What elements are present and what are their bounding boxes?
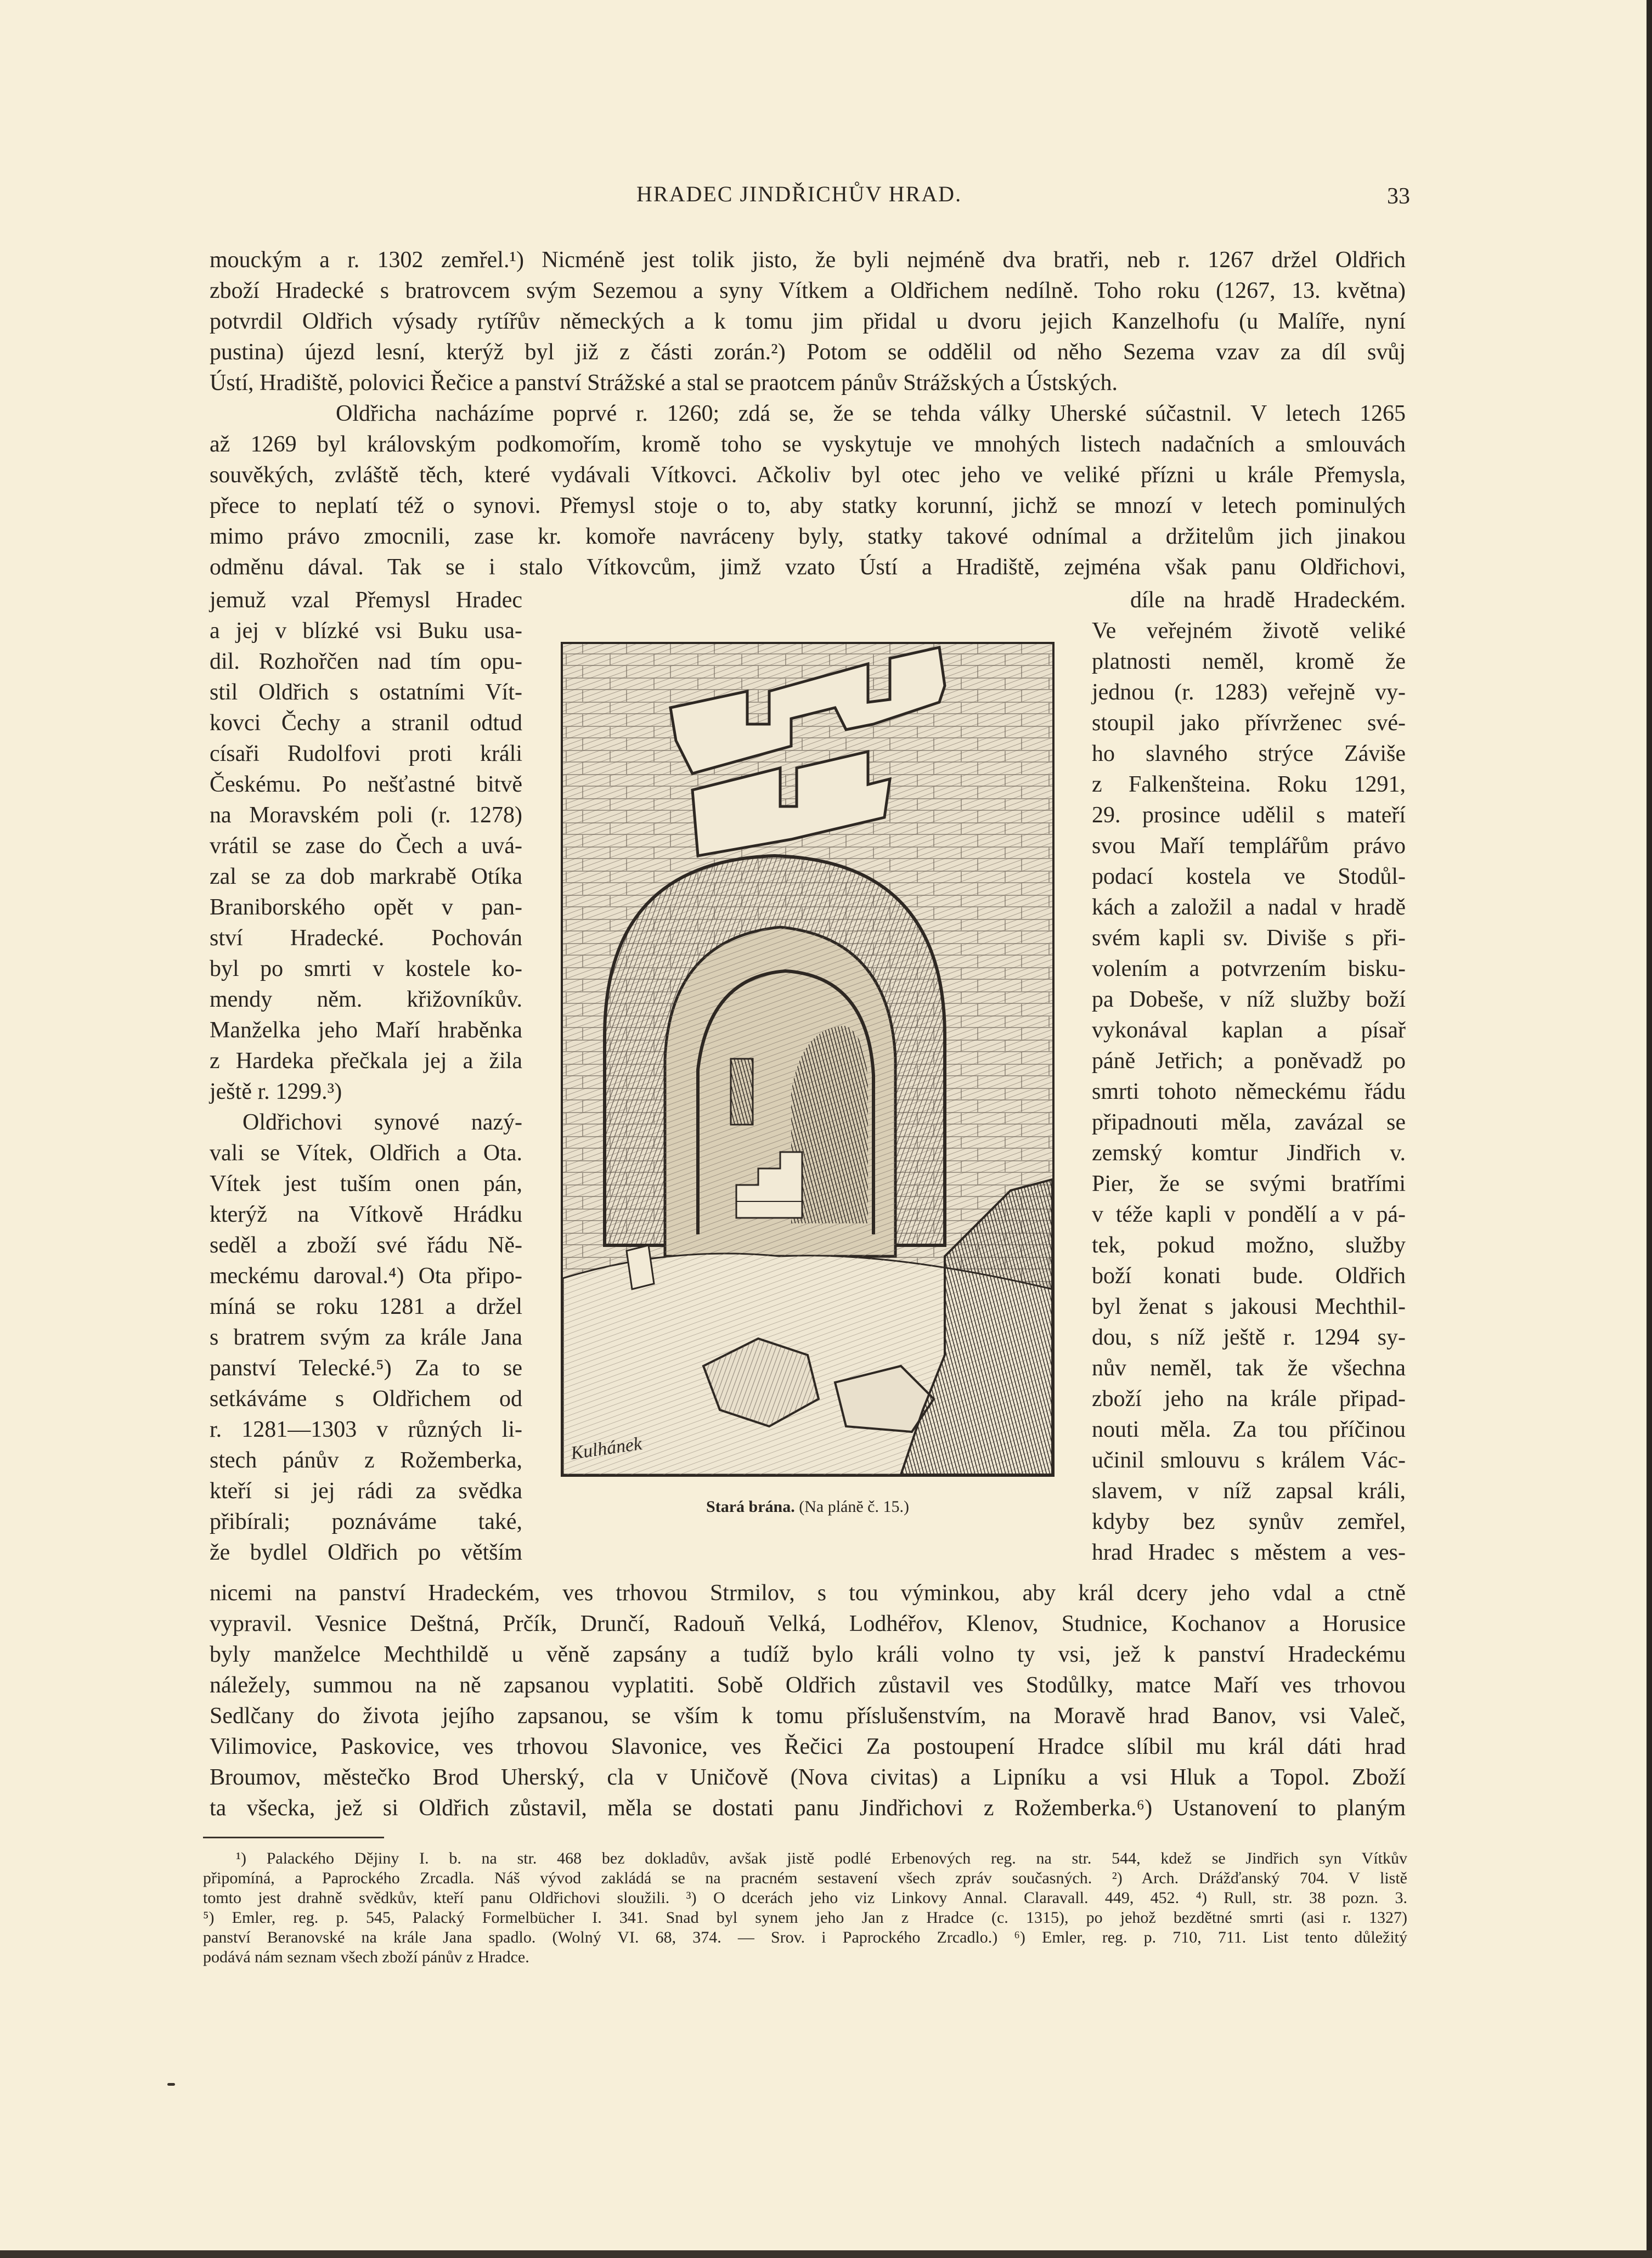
text-line: ještě r. 1299.³) xyxy=(210,1079,342,1104)
text-line: hrad Hradec s městem a ves- xyxy=(1092,1540,1406,1565)
gate-illustration xyxy=(561,642,1055,1477)
text-line: svém kapli sv. Diviše s při- xyxy=(1092,925,1406,951)
text-line: Vilimovice, Paskovice, ves trhovou Slavonice, ves Řečici Za postoupení Hradce slíbil mu král dáti hrad xyxy=(210,1734,1406,1759)
text-line: Manželka jeho Maří hraběnka xyxy=(210,1018,522,1043)
text-line: Sedlčany do života jejího zapsanou, se vším k tomu příslušenstvím, na Moravě hrad Banov, vsi Valeč, xyxy=(210,1703,1406,1729)
footnote-line: tomto jest drahně svědkův, kteří panu Oldřichovi sloužili. ³) O dcerách jeho viz Linkovy Annal. Claravall. 449, 452. ⁴) Rull, str. 38 pozn. 3. xyxy=(203,1889,1407,1907)
text-line: že bydlel Oldřich po větším xyxy=(210,1540,522,1565)
page-number: 33 xyxy=(1387,184,1410,209)
text-line: setkáváme s Oldřichem od xyxy=(210,1386,522,1412)
text-line: 29. prosince udělil s mateří xyxy=(1092,803,1406,828)
text-line: kterýž na Vítkově Hrádku xyxy=(210,1202,522,1227)
footnotes xyxy=(203,1849,1407,1967)
text-line: ství Hradecké. Pochován xyxy=(210,925,522,951)
text-line: meckému daroval.⁴) Ota připo- xyxy=(210,1263,522,1289)
text-line: pa Dobeše, v níž služby boží xyxy=(1092,987,1406,1012)
text-line: zemský komtur Jindřich v. xyxy=(1092,1141,1406,1166)
text-line: odměnu dával. Tak se i stalo Vítkovcům, jimž vzato Ústí a Hradiště, zejména však panu Oldřichovi, xyxy=(210,555,1406,580)
text-line: byl ženat s jakousi Mechthil- xyxy=(1092,1294,1406,1319)
text-line: byly manželce Mechthildě u věně zapsány a tudíž bylo králi volno ty vsi, jež k panství Hradeckému xyxy=(210,1642,1406,1667)
text-line: Českému. Po nešťastné bitvě xyxy=(210,772,522,797)
text-line: přibírali; poznáváme také, xyxy=(210,1509,522,1534)
caption-note: (Na plánĕ č. 15.) xyxy=(799,1498,909,1516)
text-line: Pier, že se svými bratřími xyxy=(1092,1171,1406,1196)
text-line: Ve veřejném životě veliké xyxy=(1092,618,1406,643)
footnote-line: podává nám seznam všech zboží pánův z Hradce. xyxy=(203,1948,529,1966)
text-line: až 1269 byl královským podkomořím, kromě toho se vyskytuje ve mnohých listech nadačních a smlouvách xyxy=(210,432,1406,457)
running-title: HRADEC JINDŘICHŮV HRAD. xyxy=(636,182,962,206)
footnote-line: ⁵) Emler, reg. p. 545, Palacký Formelbücher I. 341. Snad byl synem jeho Jan z Hradce (c. 1315), po jehož bezdětné smrti (asi r. 1327) xyxy=(203,1909,1407,1927)
text-line: r. 1281—1303 v různých li- xyxy=(210,1417,522,1442)
text-line: císaři Rudolfovi proti králi xyxy=(210,741,522,766)
text-line: stoupil jako přívrženec své- xyxy=(1092,710,1406,736)
text-line: míná se roku 1281 a držel xyxy=(210,1294,522,1319)
text-line: ho slavného strýce Záviše xyxy=(1092,741,1406,766)
running-head xyxy=(208,181,1410,214)
text-line: s bratrem svým za krále Jana xyxy=(210,1325,522,1350)
text-line: učinil smlouvu s králem Vác- xyxy=(1092,1448,1406,1473)
right-column xyxy=(1092,585,1406,1568)
text-line: smrti tohoto německému řádu xyxy=(1092,1079,1406,1104)
text-line: slavem, v níž zapsal králi, xyxy=(1092,1478,1406,1504)
text-line: tek, pokud možno, služby xyxy=(1092,1233,1406,1258)
text-line: z Falkenšteina. Roku 1291, xyxy=(1092,772,1406,797)
caption-title: Stará brána. xyxy=(706,1498,795,1516)
text-line: nův neměl, tak že všechna xyxy=(1092,1356,1406,1381)
text-line: Vítek jest tuším onen pán, xyxy=(210,1171,522,1196)
left-column xyxy=(210,585,522,1568)
page-edge-bottom xyxy=(0,2250,1652,2258)
text-line: ta všecka, jež si Oldřich zůstavil, měla se dostati panu Jindřichovi z Rožemberka.⁶) Ustanovení to planým xyxy=(210,1796,1406,1821)
text-line: zboží jeho na krále připad- xyxy=(1092,1386,1406,1412)
page-edge xyxy=(1647,0,1652,2258)
text-line: volením a potvrzením bisku- xyxy=(1092,956,1406,981)
text-line: mendy něm. křižovníkův. xyxy=(210,987,522,1012)
text-line: dou, s níž ještě r. 1294 sy- xyxy=(1092,1325,1406,1350)
text-line: boží konati bude. Oldřich xyxy=(1092,1263,1406,1289)
text-line: mimo právo zmocnili, zase kr. komoře navráceny byly, statky takové odnímal a držitelům jich jinakou xyxy=(210,524,1406,549)
text-line: jemuž vzal Přemysl Hradec xyxy=(210,588,522,613)
text-line: zal se za dob markrabě Otíka xyxy=(210,864,522,889)
text-line: nouti měla. Za tou příčinou xyxy=(1092,1417,1406,1442)
text-line: připadnouti měla, zavázal se xyxy=(1092,1110,1406,1135)
text-line: zboží Hradecké s bratrovcem svým Sezemou a syny Vítkem a Oldřichem nedílně. Toho roku (1267, 13. května) xyxy=(210,278,1406,303)
text-line: Oldřicha nacházíme poprvé r. 1260; zdá se, že se tehda války Uherské súčastnil. V letech 1265 xyxy=(336,401,1406,426)
text-line: Broumov, městečko Brod Uherský, cla v Uničově (Nova civitas) a Lipníku a vsi Hluk a Topol. Zboží xyxy=(210,1765,1406,1790)
text-line: vrátil se zase do Čech a uvá- xyxy=(210,833,522,859)
text-line: kdyby bez synův zemřel, xyxy=(1092,1509,1406,1534)
text-line: dil. Rozhořčen nad tím opu- xyxy=(210,649,522,674)
text-line: Braniborského opět v pan- xyxy=(210,895,522,920)
text-line: Ústí, Hradiště, polovici Řečice a panství Strážské a stal se praotcem pánův Strážských a Ústských. xyxy=(210,370,1118,396)
text-line: panství Telecké.⁵) Za to se xyxy=(210,1356,522,1381)
text-line: a jej v blízké vsi Buku usa- xyxy=(210,618,522,643)
text-line: seděl a zboží své řádu Ně- xyxy=(210,1233,522,1258)
footnote-divider xyxy=(203,1837,384,1838)
text-line: svou Maří templářům právo xyxy=(1092,833,1406,859)
text-line: z Hardeka přečkala jej a žila xyxy=(210,1048,522,1074)
text-line: stil Oldřich s ostatními Vít- xyxy=(210,680,522,705)
text-line: nicemi na panství Hradeckém, ves trhovou Strmilov, s tou výminkou, aby král dcery jeho vdal a ctně xyxy=(210,1580,1406,1606)
ink-speck xyxy=(167,2083,175,2086)
text-line: přece to neplatí též o synovi. Přemysl stoje o to, aby statky korunní, jichž se mnozí v letech pominulých xyxy=(210,493,1406,518)
text-line: Oldřichovi synové nazý- xyxy=(243,1110,522,1135)
figure-caption xyxy=(561,1498,1055,1516)
text-line: jednou (r. 1283) veřejně vy- xyxy=(1092,680,1406,705)
text-line: podací kostela ve Stodůl- xyxy=(1092,864,1406,889)
text-line: vali se Vítek, Oldřich a Ota. xyxy=(210,1141,522,1166)
text-line: mouckým a r. 1302 zemřel.¹) Nicméně jest tolik jisto, že byli nejméně dva bratři, neb r. 1267 držel Oldřich xyxy=(210,247,1406,273)
engraver-signature: Kulhánek xyxy=(569,1433,644,1464)
text-line: platnosti neměl, kromě že xyxy=(1092,649,1406,674)
footnote-line: ¹) Palackého Dějiny I. b. na str. 468 bez dokladův, avšak jistě podlé Erbenových reg. na str. 544, kdež se Jindřich syn Vítkův xyxy=(236,1849,1407,1867)
text-line: v téže kapli v pondělí a v pá- xyxy=(1092,1202,1406,1227)
text-line: souvěkých, zvláště těch, které vydávali Vítkovci. Ačkoliv byl otec jeho ve veliké přízni u krále Přemysla, xyxy=(210,462,1406,488)
text-line: kách a založil a nadal v hradě xyxy=(1092,895,1406,920)
text-line: kovci Čechy a stranil odtud xyxy=(210,710,522,736)
text-line: díle na hradě Hradeckém. xyxy=(1130,588,1406,613)
text-line: páně Jetřich; a poněvadž po xyxy=(1092,1048,1406,1074)
text-line: vypravil. Vesnice Deštná, Prčík, Drunčí, Radouň Velká, Lodhéřov, Klenov, Studnice, Kochanov a Horusice xyxy=(210,1611,1406,1636)
text-line: pustina) újezd lesní, kterýž byl již z části zorán.²) Potom se oddělil od něho Sezema vzav za díl svůj xyxy=(210,340,1406,365)
text-line: kteří si jej rádi za svědka xyxy=(210,1478,522,1504)
text-line: byl po smrti v kostele ko- xyxy=(210,956,522,981)
footnote-line: připomíná, a Paprockého Zrcadla. Náš vývod zakládá se na pracném sestavení všech zpráv současných. ²) Arch. Drážďanský 704. V listě xyxy=(203,1869,1407,1887)
text-line: potvrdil Oldřich výsady rytířův německých a k tomu jim přidal u dvoru jejich Kanzelhofu (u Malíře, nyní xyxy=(210,309,1406,334)
footnote-line: panství Beranovské na krále Jana spadlo. (Wolný VI. 68, 374. — Srov. i Paprockého Zrcadlo.) ⁶) Emler, reg. p. 710, 711. List tento důležitý xyxy=(203,1928,1407,1946)
text-line: vykonával kaplan a písař xyxy=(1092,1018,1406,1043)
text-line: na Moravském poli (r. 1278) xyxy=(210,803,522,828)
text-line: náležely, summou na ně zapsanou vyplatiti. Sobě Oldřich zůstavil ves Stodůlky, matce Maří ves trhovou xyxy=(210,1673,1406,1698)
text-line: stech pánův z Rožemberka, xyxy=(210,1448,522,1473)
